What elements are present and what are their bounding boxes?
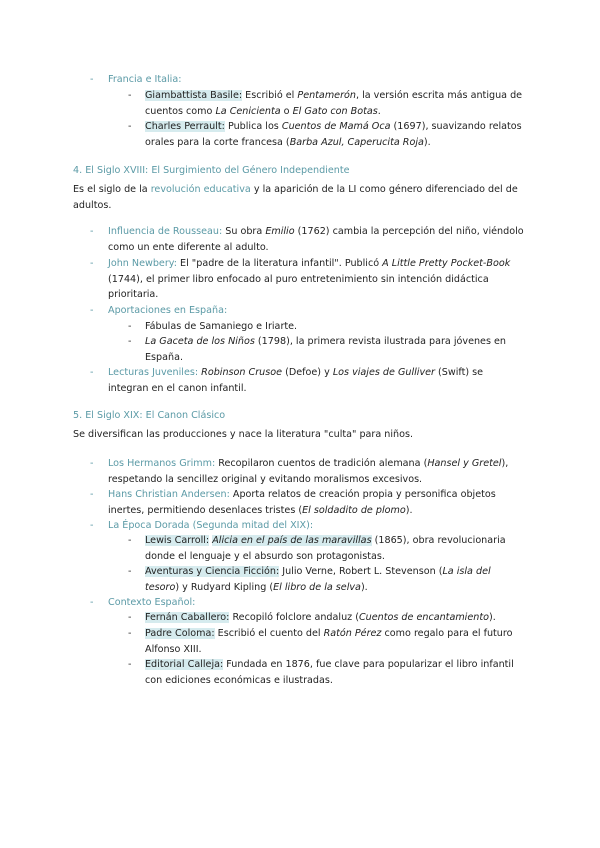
text: Fundada en 1876, fue clave para popularizar el libro infantil con ediciones económicas e ilustradas.: [145, 659, 514, 686]
work-title: Ratón Pérez: [323, 628, 382, 639]
text: Escribió el: [242, 90, 298, 101]
perrault-name: Charles Perrault:: [145, 121, 225, 132]
section-heading: 5. El Siglo XIX: El Canon Clásico: [73, 410, 226, 421]
bullet-dash: -: [90, 597, 94, 608]
andersen-label: Hans Christian Andersen:: [108, 489, 230, 500]
list-item-espana: [0, 303, 600, 319]
newbery-label: John Newbery:: [108, 258, 177, 269]
text: ), respetando la sencillez original y evitando moralismos excesivos.: [108, 458, 509, 485]
text: (1865), obra revolucionaria donde el lenguaje y el absurdo son protagonistas.: [145, 535, 506, 562]
work-title: Barba Azul, Caperucita Roja: [289, 136, 424, 148]
bullet-dash: -: [128, 628, 132, 639]
section-heading: 4. El Siglo XVIII: El Surgimiento del Género Independiente: [73, 165, 350, 176]
work-title: Robinson Crusoe: [201, 367, 283, 378]
text: como regalo para el futuro Alfonso XIII.: [145, 628, 513, 655]
list-item-calleja: [0, 657, 600, 688]
list-item-basile: [0, 88, 600, 119]
caballero-name: Fernán Caballero:: [145, 612, 230, 623]
list-item-perrault: [0, 119, 600, 150]
grimm-label: Los Hermanos Grimm:: [108, 458, 216, 469]
text: Recopiló folclore andaluz (: [229, 612, 359, 623]
coloma-name: Padre Coloma:: [145, 628, 215, 639]
text: ).: [423, 136, 431, 148]
bullet-dash: -: [128, 90, 132, 101]
bullet-dash: -: [90, 458, 94, 469]
work-title: Alicia en el país de las maravillas: [212, 535, 372, 546]
work-title: Los viajes de Gulliver: [332, 367, 435, 378]
text: Recopilaron cuentos de tradición alemana (: [215, 458, 428, 469]
basile-name: Giambattista Basile:: [145, 90, 243, 101]
highlight-term: revolución educativa: [150, 184, 251, 195]
text: Su obra: [222, 226, 266, 237]
dorada-label: La Época Dorada (Segunda mitad del XIX):: [108, 520, 314, 531]
list-item-aventuras: [0, 564, 600, 595]
rousseau-label: Influencia de Rousseau:: [108, 226, 223, 237]
list-item-gaceta: [0, 334, 600, 365]
text: .: [377, 105, 381, 117]
list-item-newbery: [0, 256, 600, 303]
work-title: Hansel y Gretel: [427, 458, 502, 469]
text: Julio Verne, Robert L. Stevenson (: [279, 566, 443, 577]
list-item-francia: [0, 72, 600, 88]
text: (1762) cambia la percepción del niño, viéndolo como un ente diferente al adulto.: [108, 226, 524, 253]
list-item-andersen: [0, 487, 600, 518]
list-item-coloma: [0, 626, 600, 657]
text: y la aparición de la LI como género diferenciado del de adultos.: [73, 184, 518, 211]
list-item-fabulas: [0, 319, 600, 335]
list-item-lecturas: [0, 365, 600, 396]
bullet-dash: -: [90, 367, 94, 378]
bullet-dash: -: [128, 121, 132, 132]
work-title: El Gato con Botas: [292, 105, 378, 117]
work-title: La isla del tesoro: [145, 566, 491, 593]
bullet-dash: -: [90, 74, 94, 85]
francia-label: Francia e Italia:: [108, 74, 182, 85]
bullet-dash: -: [128, 321, 132, 332]
bullet-dash: -: [128, 566, 132, 577]
text: (Defoe) y: [282, 367, 333, 378]
work-title: Pentamerón: [297, 90, 356, 101]
text: Es el siglo de la: [73, 184, 151, 195]
bullet-dash: -: [128, 336, 132, 347]
bullet-dash: -: [90, 520, 94, 531]
text: ).: [488, 612, 496, 623]
text: (Swift) se integran en el canon infantil.: [108, 367, 484, 394]
calleja-name: Editorial Calleja:: [145, 659, 224, 670]
text: El "padre de la literatura infantil". Publicó: [176, 258, 383, 269]
text: (1798), la primera revista ilustrada para jóvenes en España.: [145, 336, 506, 363]
list-item-caballero: [0, 610, 600, 626]
list-item-rousseau: [0, 224, 600, 255]
work-title: La Gaceta de los Niños: [145, 336, 255, 347]
work-title: Cuentos de Mamá Oca: [281, 121, 391, 132]
list-item-contexto: [0, 595, 600, 611]
text: ).: [360, 581, 368, 593]
lecturas-label: Lecturas Juveniles:: [108, 367, 199, 378]
text: Publica los: [224, 121, 282, 132]
list-item-grimm: [0, 456, 600, 487]
text: Fábulas de Samaniego e Iriarte.: [145, 321, 298, 332]
bullet-dash: -: [90, 489, 94, 500]
text: Aporta relatos de creación propia y personifica objetos inertes, permitiendo desenlaces tristes (: [108, 489, 496, 516]
list-item-dorada: [0, 518, 600, 534]
work-title: Cuentos de encantamiento: [358, 612, 489, 623]
bullet-dash: -: [90, 226, 94, 237]
text: , la versión escrita más antigua de cuentos como: [145, 90, 523, 117]
bullet-dash: -: [128, 535, 132, 546]
bullet-dash: -: [90, 258, 94, 269]
section-intro: Se diversifican las producciones y nace la literatura "culta" para niños.: [73, 429, 414, 440]
text: Escribió el cuento del: [214, 628, 324, 639]
bullet-dash: -: [128, 612, 132, 623]
bullet-dash: -: [90, 305, 94, 316]
text: ).: [405, 504, 413, 516]
aventuras-name: Aventuras y Ciencia Ficción:: [145, 566, 280, 577]
work-title: La Cenicienta: [215, 105, 281, 117]
text: (1697), suavizando relatos orales para la corte francesa (: [145, 121, 522, 148]
espana-label: Aportaciones en España:: [108, 305, 228, 316]
text: o: [280, 105, 293, 117]
contexto-label: Contexto Español:: [108, 597, 196, 608]
work-title: El soldadito de plomo: [302, 504, 406, 516]
work-title: El libro de la selva: [273, 581, 361, 593]
list-item-carroll: [0, 533, 600, 564]
bullet-dash: -: [128, 659, 132, 670]
section-intro: [73, 182, 528, 213]
carroll-name: Lewis Carroll:: [145, 535, 210, 546]
text: (1744), el primer libro enfocado al puro entretenimiento sin intención didáctica prioritaria.: [108, 273, 489, 300]
work-title: A Little Pretty Pocket-Book: [382, 258, 511, 269]
text: ) y Rudyard Kipling (: [175, 581, 274, 593]
work-title: Emilio: [265, 226, 295, 237]
